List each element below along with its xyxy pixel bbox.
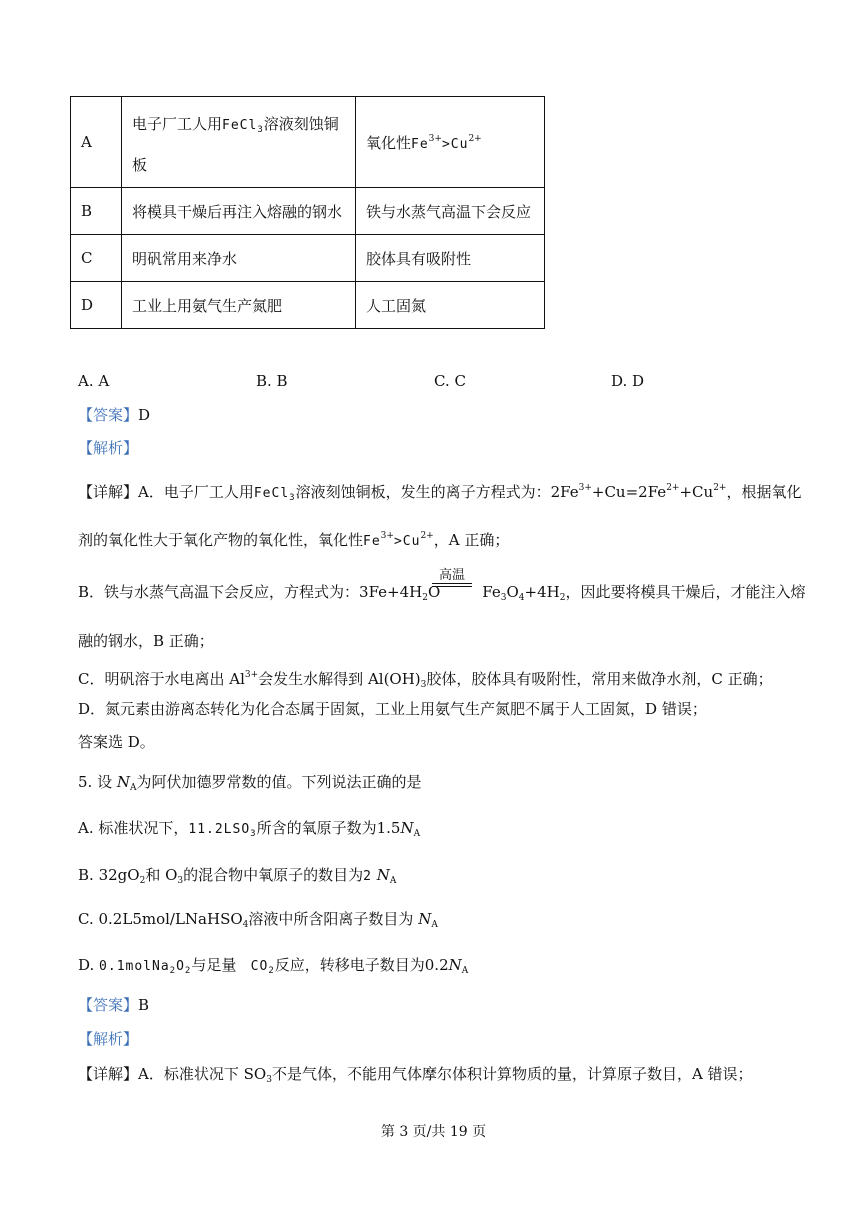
answer-line <box>78 404 150 426</box>
table-row <box>71 282 545 329</box>
q5-detail-line: 【详解】A．标准状况下 $SO_3$不是气体，不能用气体摩尔体积计算物质的量，计算原子数目，A 错误； <box>78 1065 753 1085</box>
choice-c: C. C <box>434 372 466 390</box>
q5-stem: 5. 设 $N_A$为阿伏加德罗常数的值。下列说法正确的是 <box>78 773 422 793</box>
row-key: C <box>71 235 122 282</box>
row-description: 电子厂工人用FeCl$_3$溶液刻蚀铜 板 <box>122 97 356 188</box>
choice-b: B. B <box>256 372 288 390</box>
q5-answer-line <box>78 994 149 1016</box>
row-description: 工业上用氨气生产氮肥 <box>122 282 356 329</box>
detail-b-line1: B．铁与水蒸气高温下会反应，方程式为：$3Fe+4H_2O$ $Fe_3O_4+4H_2$，因此要将模具干燥后，才能注入熔 <box>78 583 806 603</box>
row-key: D <box>71 282 122 329</box>
row-reason: 人工固氮 <box>356 282 545 329</box>
row-description: 将模具干燥后再注入熔融的钢水 <box>122 188 356 235</box>
choice-d: D. D <box>611 372 645 390</box>
choice-a: A. A <box>78 372 110 390</box>
conclusion: 答案选 D。 <box>78 733 155 751</box>
row-key: B <box>71 188 122 235</box>
q5-option-d: D. $0.1molNa_2O_2$与足量 $CO_2$反应，转移电子数目为$0.2N_A$ <box>78 956 469 976</box>
detail-d-line: D．氮元素由游离态转化为化合态属于固氮，工业上用氨气生产氮肥不属于人工固氮，D 错误； <box>78 700 707 718</box>
detail-b-line2: 融的钢水，B 正确； <box>78 632 214 650</box>
q5-option-b: B. $32gO_2$和 $O_3$的混合物中氧原子的数目为2 $N_A$ <box>78 866 397 886</box>
q5-option-a: A. 标准状况下，$11.2LSO_3$所含的氧原子数为$1.5N_A$ <box>78 819 421 839</box>
options-table <box>70 96 545 329</box>
table-row <box>71 235 545 282</box>
table-row <box>71 97 545 188</box>
row-description: 明矾常用来净水 <box>122 235 356 282</box>
row-reason: 氧化性$Fe^{3+}>Cu^{2+}$ <box>356 97 545 188</box>
detail-a-line1: 【详解】A．电子厂工人用FeCl$_3$溶液刻蚀铜板，发生的离子方程式为：$2Fe^{3+}+Cu=2Fe^{2+}+Cu^{2+}$，根据氧化 <box>78 483 802 503</box>
reaction-condition: 高温 <box>438 568 465 583</box>
answer-tag: 【答案】 <box>78 406 139 424</box>
row-reason: 胶体具有吸附性 <box>356 235 545 282</box>
q5-option-c: C. 0.2L5mol/LNaHSO$_4$溶液中所含阳离子数目为 $N_A$ <box>78 910 438 930</box>
answer-value: B <box>138 996 150 1014</box>
answer-value: D <box>138 406 151 424</box>
analysis-tag: 【解析】 <box>78 439 139 457</box>
row-key: A <box>71 97 122 188</box>
row-reason: 铁与水蒸气高温下会反应 <box>356 188 545 235</box>
q5-analysis-tag: 【解析】 <box>78 1030 139 1048</box>
detail-a-line2: 剂的氧化性大于氧化产物的氧化性，氧化性$Fe^{3+}>Cu^{2+}$，A 正确； <box>78 531 510 549</box>
answer-tag: 【答案】 <box>78 996 139 1014</box>
page-footer: 第 3 页/共 19 页 <box>380 1124 487 1140</box>
table-row <box>71 188 545 235</box>
detail-c-line: C．明矾溶于水电离出 $Al^{3+}$会发生水解得到 $Al(OH)_3$胶体，胶体具有吸附性，常用来做净水剂，C 正确； <box>78 670 773 690</box>
